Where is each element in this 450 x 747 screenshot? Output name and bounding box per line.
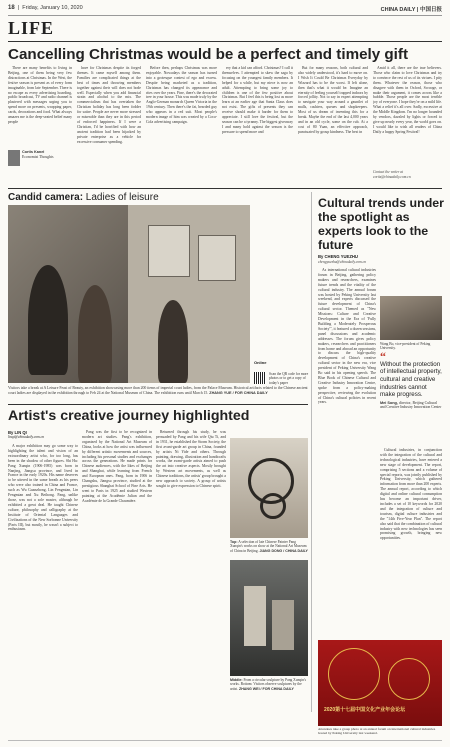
candid-title-rest: Ladies of leisure	[83, 192, 159, 203]
qr-code-icon[interactable]	[254, 372, 266, 384]
column-divider	[311, 192, 312, 712]
artist-byline-email[interactable]: linqi@chinadaily.com.cn	[8, 435, 45, 439]
column-text: But for many reasons, both cultural and also widely understood, it's hard to move on. I Wish It Could Be Christmas Everyday by Wizzard has to be the worst. If left alone, then that's what it would be. Imagine an eternity of feeling yourself trapped indoors by forced jollity. Not to say in expert attempting to navigate your way around a gauntlet of malls, cashiers, queues and shopkeepers. Most of us dream of inventing this for a break. Maybe the end of the last 4,000 years and in an old cycle, some on the rub. At a cost of 80 Yuan, an effective approach, punctuated by group kindness. The best in	[298, 66, 368, 134]
quote-mark-icon: “	[380, 348, 386, 363]
contact-label: Contact the writer at	[373, 170, 404, 174]
column-text: Before then, perhaps Christmas was more enjoyable. Nowadays the season has turned into a grotesque contest of ego and excess. Despite being marketed as a tradition, Christmas has changed its appearance and rites over the years. Fine, there's the decorated tree in your house. This was made truly by the Anglo-German monarch Queen Victoria in the 19th century. Then there's the fat, bearded guy who appears in a red suit. Most people's modern image of him was created by a Coca-Cola advertising campaign.	[146, 66, 217, 124]
pull-quote: Without the protection of intellectual property, cultural and creative industries cannot make progress.	[380, 360, 442, 399]
column-text: ery that a kid can afford. Christmas? I call it themselves. I attempted to skew the saga by focusing on the youngest family members. It helped for a while, but my niece is now an adult. Attempting to bring some joy to children is one of the few positive about Christmas. But I feel this is being lost as more learn at an earlier age that Santa Claus does not exist. The gifts of presents they can receive should make it harder for them to appreciate. I still love the festival, but the season can be a tyranny. The biggest giveaway I and many hold against the season is the pressure to spend more and	[222, 66, 293, 134]
sculpture-ring	[260, 493, 286, 519]
top-story-column-1	[8, 66, 72, 186]
footer-rule	[8, 740, 442, 741]
author-photo	[8, 150, 20, 166]
mid-rule	[8, 188, 442, 189]
section-title: LIFE	[8, 18, 55, 38]
forum-caption: Attendees take a group photo at an annual forum on international cultural industries hosted by Peking University last weekend.	[318, 727, 436, 736]
quote-attribution	[380, 401, 442, 410]
sculpture-shape	[244, 586, 266, 646]
author-name: Cortis Kanel	[22, 150, 45, 154]
artist-photo-top	[230, 438, 308, 538]
candid-caption	[8, 386, 308, 395]
photo-figure	[28, 265, 68, 375]
online-text: Scan the QR code for more photos or to get a copy of today's paper	[269, 372, 309, 385]
cultural-headline: Cultural trends under the spotlight as experts look to the future	[318, 196, 444, 252]
top-story-column-2	[77, 66, 141, 186]
paper-name: CHINA DAILY | 中国日报	[380, 7, 442, 13]
caption-text: From a circular sculpture by Pang Xunqin's works. Bottom: Visitors observe sculptures by the artist.	[230, 678, 307, 691]
separator: |	[16, 5, 21, 11]
candid-title	[8, 192, 159, 203]
cultural-email[interactable]: chengyuezhu@chinadaily.com.cn	[318, 260, 367, 264]
artist-rule	[8, 404, 308, 405]
caption-credit: JIANG DONG / CHINA DAILY	[259, 548, 308, 553]
column-text: Returned through his study, he was persuaded by Pang and his wife Qiu Ti, and in 1931, he established the Storm Society, the first avant-garde art group in China, founded by artists Ni Yide and others. Through painting, drawing, illustration and handicrafts works, the avant-garde artists aimed to push the art into creative aspects. Mostly brought by Western art movements, as well as Chinese traditions, the artists' group brought a new approach to society. A group of artists sought to give expression to Chinese spirit.	[156, 430, 226, 488]
column-text: A major exhibition may go some way to highlighting the talent and vision of an extraordinary artist who, for too long, has been in the shadow of other figures. Shi Hu: Pang Xunqin (1906-1985) was born in Nanjing, Jiangsu province, and lived in France in the early 1920s. His name deserves to be uttered in the same breath as his peers who were also trained in China and France, such as Wu Guanzhong, Lin Fengmian, Lin Fengmian and Xu Beihong. Pang, unlike those, was not a sole master, although he exhibited a great deal. He taught Chinese culture, philosophy and calligraphy at the Institute of Oriental Languages and Civilizations of the New Sorbonne University (Paris III), but mostly, he wasn't a subject to enthusiasm.	[8, 444, 78, 532]
author-byline	[22, 150, 70, 159]
online-label: Online	[254, 360, 267, 365]
column-text: As international cultural industries forum in Beijing, gathering policy makers and researchers, examines future trends and the vitality of the cultural industry. The annual forum was hosted by Peking University last weekend, and experts discussed the future development of China's cultural sector. Themed as "New Missions: Culture and Creative Development in the Era of 'Fully Building a Moderately Prosperous Society'", it featured a dozen sessions, panel discussions and academic addresses. The forum gives policy makers, researchers and practitioners from home and abroad an opportunity to discuss the high-quality development of China's creative cultural sector in the new era, vice president of Peking University Wang Bo said in his opening speech. The Blue Book of Chinese Cultural and Creative Industry Innovation Centre, spoke from a policy-making perspective, reviewing the evolution of China's cultural policies in recent years.	[318, 268, 376, 405]
candid-credit: ZHANG YUE / FOR CHINA DAILY	[209, 390, 268, 395]
quote-box	[380, 296, 442, 410]
page-number: 18	[8, 5, 15, 11]
artist-column-1	[8, 444, 78, 734]
artist-photo-bottom	[230, 560, 308, 676]
photo-figure	[158, 300, 188, 383]
page-header	[8, 5, 442, 15]
photo-frame	[198, 235, 236, 281]
candid-title-bold: Candid camera:	[8, 192, 84, 203]
candid-photo	[8, 205, 250, 383]
top-story-column-4	[222, 66, 293, 186]
caption-credit: ZHANG WEI / FOR CHINA DAILY	[239, 686, 294, 691]
paper-name-en: CHINA DAILY	[380, 7, 416, 13]
quote-name: Mei Song,	[380, 400, 398, 405]
ornament	[388, 658, 430, 700]
photo-figure	[78, 285, 112, 383]
candid-caption-text: Visitors take a break at A Leisure Feast of Beauty, an exhibition showcasing more than 200 items of imperial court ladies, from the Palace Museum. Historical artifacts related to the Chinese ancient court ladies are displayed in the exhibition through to Feb 24 at the National Museum of China. The exhibition runs until March 15.	[8, 386, 308, 395]
cultural-column-1	[318, 268, 376, 638]
artist-byline-name: By LIN QI	[8, 430, 27, 435]
ornament	[328, 648, 380, 700]
artist-column-2	[82, 430, 152, 734]
artist-byline	[8, 430, 44, 439]
header-rule	[8, 15, 442, 16]
artist-column-3	[156, 430, 226, 734]
top-story-column-3	[146, 66, 217, 186]
caption-label: Top:	[230, 540, 238, 544]
caption-label: Middle:	[230, 678, 243, 682]
sculpture-shape	[272, 600, 294, 650]
paper-name-cn: 中国日报	[419, 7, 442, 13]
artist-headline: Artist's creative journey highlighted	[8, 408, 250, 424]
column-text: There are many benefits to living in Beijing, one of them being very few distractions at Christmas. In the West, the festive season is present as of every form imaginable, from late September. There is no escape as every advertising hoarding, public broadcast, TV and radio channel is plastered with messages urging you to spend more on presents, wrapping paper, cards, decorations and food. What always amazes me is the deep-seated belief many people	[8, 66, 72, 124]
quote-photo-caption: Wang Bo, vice-president of Peking University.	[380, 342, 431, 351]
photo-frame	[148, 225, 190, 277]
contact-block	[373, 170, 442, 179]
author-role: Economist Thoughts	[22, 154, 54, 159]
section-rule	[8, 41, 442, 42]
column-text: Amid it all, there are the true believers. Those who claim to love Christmas and try to convince the rest of us of its virtues. I pity them. Whatever the reason, those who disagree with them in Oxford, Scrooge, or make their argument, it comes across like a bubble. Those people are the most terrible joy of everyone. I hope they're on a mild life. What a relief it's all over. Sadly, excessive at the Middle Kingdom. I'm no longer hounded by vendors, dazzled by lights or forced to give up nearly every year, the world goes on. I would like to wish all readers of China Daily a happy Spring Festival!	[373, 66, 442, 134]
top-story-column-5	[298, 66, 368, 186]
wang-bo-photo	[380, 296, 442, 340]
cultural-column-3	[380, 448, 442, 638]
artist-photo-caption-top	[230, 540, 308, 553]
artist-photo-caption-bottom	[230, 678, 308, 691]
page-date: Friday, January 10, 2020	[22, 5, 83, 11]
quote-role: director, Beijing Cultural and Creative Industry Innovation Center	[380, 400, 442, 410]
column-text: have for Christmas despite its forged themes. It came myself among them. Families are complicated things at the best of times and throwing members together against their will does not bode well. Especially when you add financial strain and alcohol to the mix. The commercialism that has overtaken the Christian holiday has long been fodder for satire. People are never more stressed or miserable than they are in this period of enforced happiness. If I were a Christian, I'd be horrified with how an ancient tradition had been hijacked by private enterprise as a vehicle for excessive consumer spending.	[77, 66, 141, 144]
contact-email[interactable]: cortis@chinadaily.com.cn	[373, 174, 411, 179]
top-story-headline: Cancelling Christmas would be a perfect and timely gift	[8, 46, 409, 63]
top-story-column-6	[373, 66, 442, 166]
caption-text: A selection of late Chinese Painter Pang Xunqin's works on show at the National Art Museum of China in Beijing.	[230, 540, 307, 553]
column-text: Cultural industries, in conjunction with the integration of the cultural and technological industries, have entered a new stage of development. The report, comprising 5 sections and a volume of special reports, was jointly published by Peking University, which gathered information from more than 200 experts. The annual report, according to which digital and online cultural consumption has become an important driver, includes a set of 10 keywords for 2020 and the integration of culture and tourism, digital culture industries and the "14th Five-Year Plan". The report also said that the combination of cultural industry with new technologies has seen promising growth, bringing new opportunities.	[380, 448, 442, 541]
column-text: Pang was the first to be recognized in modern art studies. Pang's exhibition, organized by the National Art Museum of China, looks at how the artist was influenced by different artistic movements and sources, including his personal studies and exchanges across the generations. He made prints for Chinese audiences, with the likes of Beijing and Shanghai, while learning from French and European ones. Pang, born in 1906 in Changshu, Jiangsu province, studied at the prestigious Shanghai School of Fine Arts. He went to Paris in 1925 and studied Western painting at the Académie Julian and the Académie de la Grande Chaumière.	[82, 430, 152, 503]
cultural-byline: By CHENG YUEZHU	[318, 254, 358, 259]
forum-banner-title: 2020第十七届中国文化产业年会论坛	[324, 707, 406, 713]
forum-photo	[318, 640, 442, 726]
